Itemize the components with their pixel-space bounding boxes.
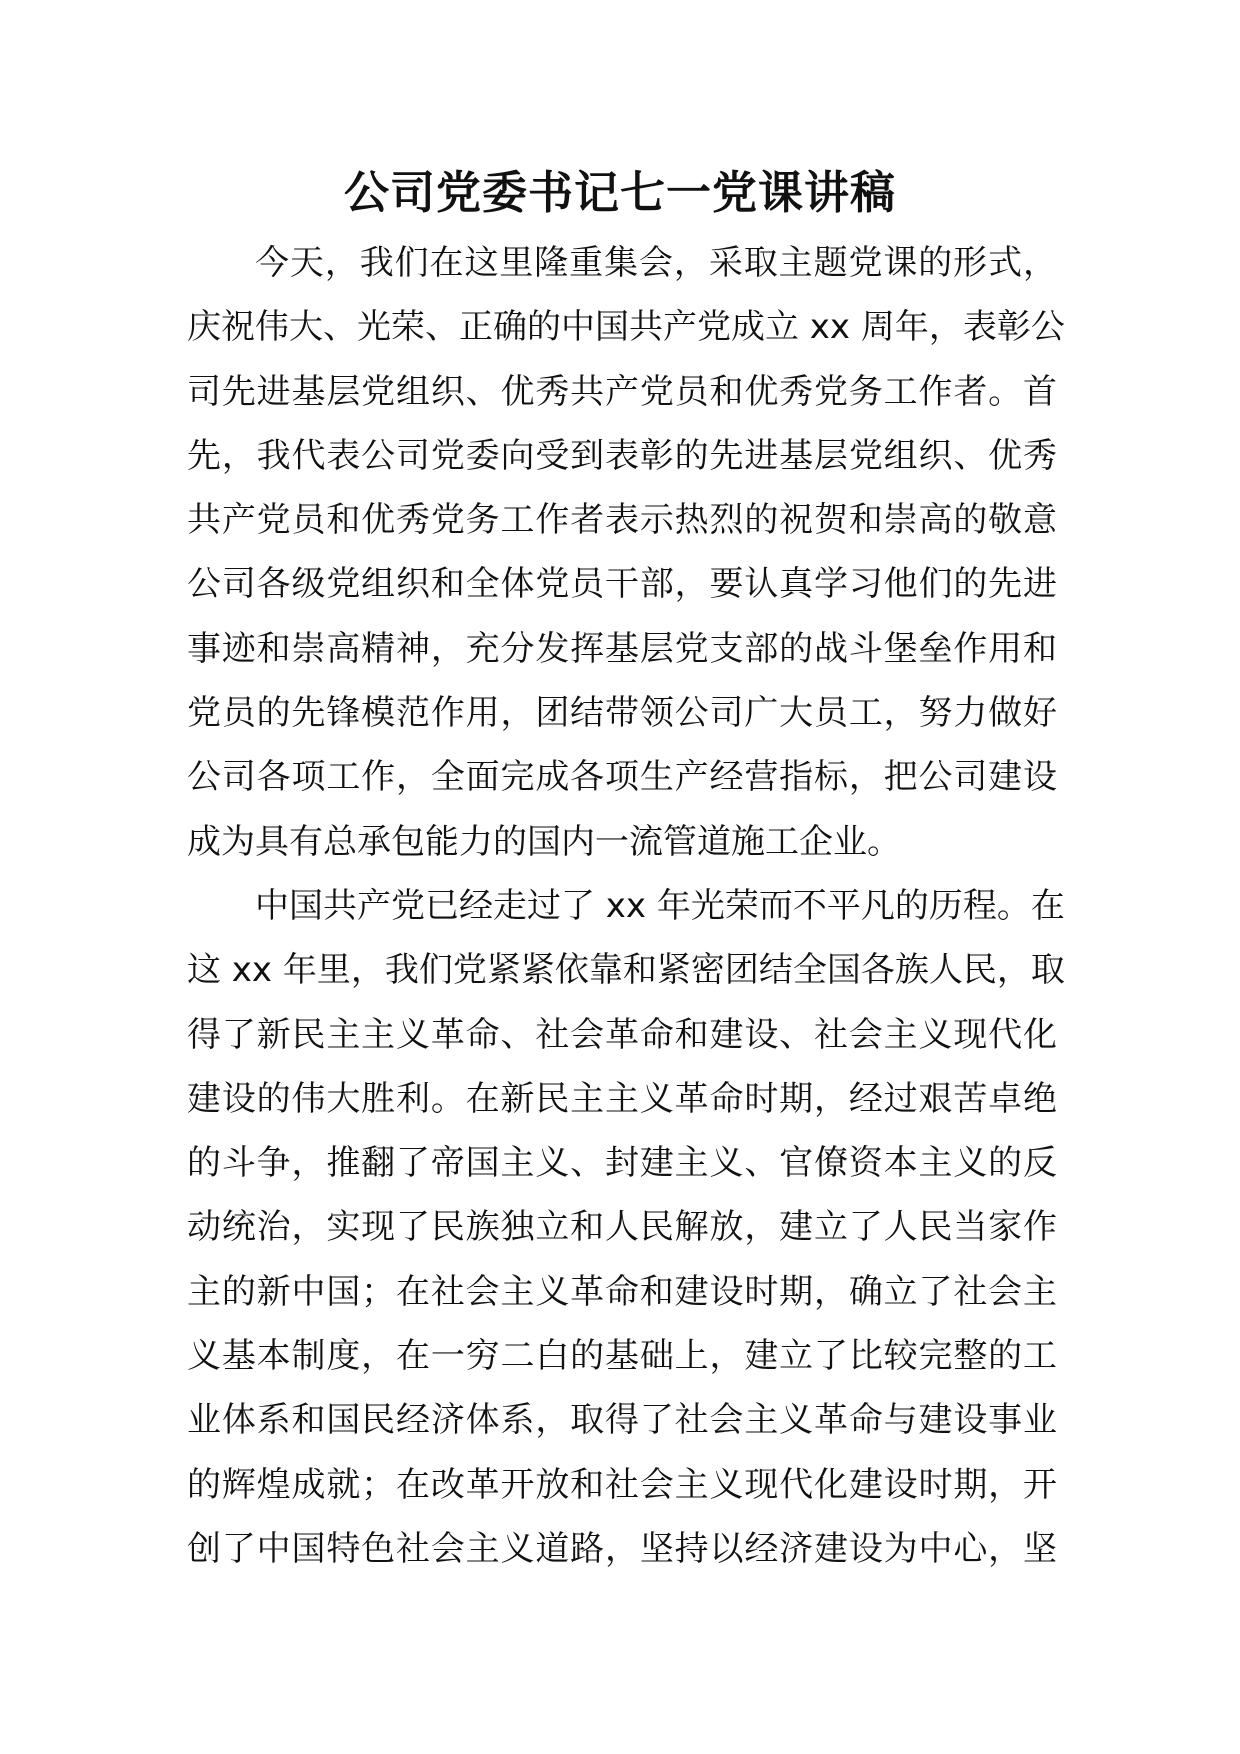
paragraph-2-line: 的斗争，推翻了帝国主义、封建主义、官僚资本主义的反 — [187, 1143, 1057, 1184]
paragraph-1-line: 司先进基层党组织、优秀共产党员和优秀党务工作者。首 — [187, 371, 1057, 412]
paragraph-2-line: 建设的伟大胜利。在新民主主义革命时期，经过艰苦卓绝 — [187, 1078, 1057, 1119]
paragraph-2-line: 业体系和国民经济体系，取得了社会主义革命与建设事业 — [187, 1400, 1057, 1441]
paragraph-2-line: 义基本制度，在一穷二白的基础上，建立了比较完整的工 — [187, 1336, 1057, 1377]
paragraph-1-line: 事迹和崇高精神，充分发挥基层党支部的战斗堡垒作用和 — [187, 628, 1057, 669]
document-body — [187, 231, 1065, 1581]
paragraph-2-line: 创了中国特色社会主义道路，坚持以经济建设为中心，坚 — [187, 1528, 1057, 1569]
paragraph-2-line: 主的新中国；在社会主义革命和建设时期，确立了社会主 — [187, 1271, 1057, 1312]
paragraph-2-line: 得了新民主主义革命、社会革命和建设、社会主义现代化 — [187, 1014, 1057, 1055]
paragraph-2-line: 的辉煌成就；在改革开放和社会主义现代化建设时期，开 — [187, 1464, 1057, 1505]
paragraph-2-line: 动统治，实现了民族独立和人民解放，建立了人民当家作 — [187, 1207, 1057, 1248]
paragraph-1-line: 公司各项工作，全面完成各项生产经营指标，把公司建设 — [187, 757, 1057, 798]
paragraph-1-line: 今天，我们在这里隆重集会，采取主题党课的形式， — [255, 243, 1057, 283]
document-title: 公司党委书记七一党课讲稿 — [343, 166, 896, 219]
paragraph-1-line: 成为具有总承包能力的国内一流管道施工企业。 — [187, 821, 901, 862]
paragraph-1-line: 公司各级党组织和全体党员干部，要认真学习他们的先进 — [187, 564, 1057, 605]
paragraph-2-line: 这 xx 年里，我们党紧紧依靠和紧密团结全国各族人民，取 — [187, 950, 1065, 991]
paragraph-1-line: 共产党员和优秀党务工作者表示热烈的祝贺和崇高的敬意 — [187, 500, 1057, 541]
paragraph-1-line: 党员的先锋模范作用，团结带领公司广大员工，努力做好 — [187, 693, 1057, 734]
paragraph-2-line: 中国共产党已经走过了 xx 年光荣而不平凡的历程。在 — [255, 885, 1065, 926]
paragraph-1-line: 庆祝伟大、光荣、正确的中国共产党成立 xx 周年，表彰公 — [187, 307, 1065, 348]
paragraph-1-line: 先，我代表公司党委向受到表彰的先进基层党组织、优秀 — [187, 435, 1057, 476]
